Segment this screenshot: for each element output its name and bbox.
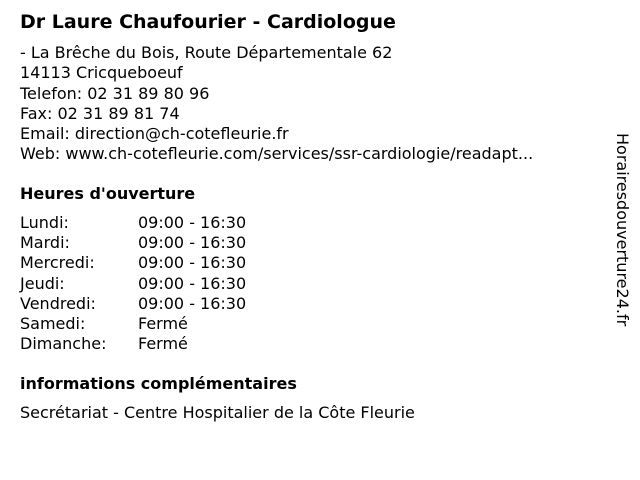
day-label: Vendredi: <box>20 293 96 313</box>
hours-row-wednesday <box>20 253 246 273</box>
additional-info-text: Secrétariat - Centre Hospitalier de la Côte Fleurie <box>20 403 415 422</box>
day-label: Lundi: <box>20 213 69 232</box>
day-label: Dimanche: <box>20 334 107 354</box>
opening-hours-table <box>20 213 246 354</box>
hours-row-monday <box>20 213 246 233</box>
hours-value: 09:00 - 16:30 <box>138 213 247 232</box>
hours-value: 09:00 - 16:30 <box>138 293 247 313</box>
hours-row-saturday <box>20 314 246 334</box>
contact-block <box>20 43 533 165</box>
additional-info-heading: informations complémentaires <box>20 374 297 393</box>
page-title: Dr Laure Chaufourier - Cardiologue <box>20 11 396 33</box>
hours-value: 09:00 - 16:30 <box>138 253 247 273</box>
hours-value: Fermé <box>138 334 188 354</box>
site-brand-vertical[interactable]: Horairesdouverture24.fr <box>613 133 632 327</box>
email-address[interactable]: Email: direction@ch-cotefleurie.fr <box>20 124 289 144</box>
hours-value: 09:00 - 16:30 <box>138 273 247 293</box>
hours-row-sunday <box>20 334 246 354</box>
day-label: Samedi: <box>20 314 86 334</box>
hours-row-thursday <box>20 274 246 294</box>
phone-number[interactable]: Telefon: 02 31 89 80 96 <box>20 83 210 103</box>
fax-number: Fax: 02 31 89 81 74 <box>20 103 180 123</box>
hours-value: 09:00 - 16:30 <box>138 233 247 253</box>
address-street: - La Brêche du Bois, Route Départementale 62 <box>20 43 393 62</box>
opening-hours-heading: Heures d'ouverture <box>20 184 196 203</box>
day-label: Jeudi: <box>20 273 65 293</box>
hours-row-friday <box>20 294 246 314</box>
day-label: Mardi: <box>20 233 70 253</box>
hours-row-tuesday <box>20 233 246 253</box>
day-label: Mercredi: <box>20 253 95 273</box>
hours-value: Fermé <box>138 314 188 334</box>
website-link[interactable]: Web: www.ch-cotefleurie.com/services/ssr-cardiologie/readapt... <box>20 144 534 164</box>
address-city: 14113 Cricqueboeuf <box>20 63 183 83</box>
